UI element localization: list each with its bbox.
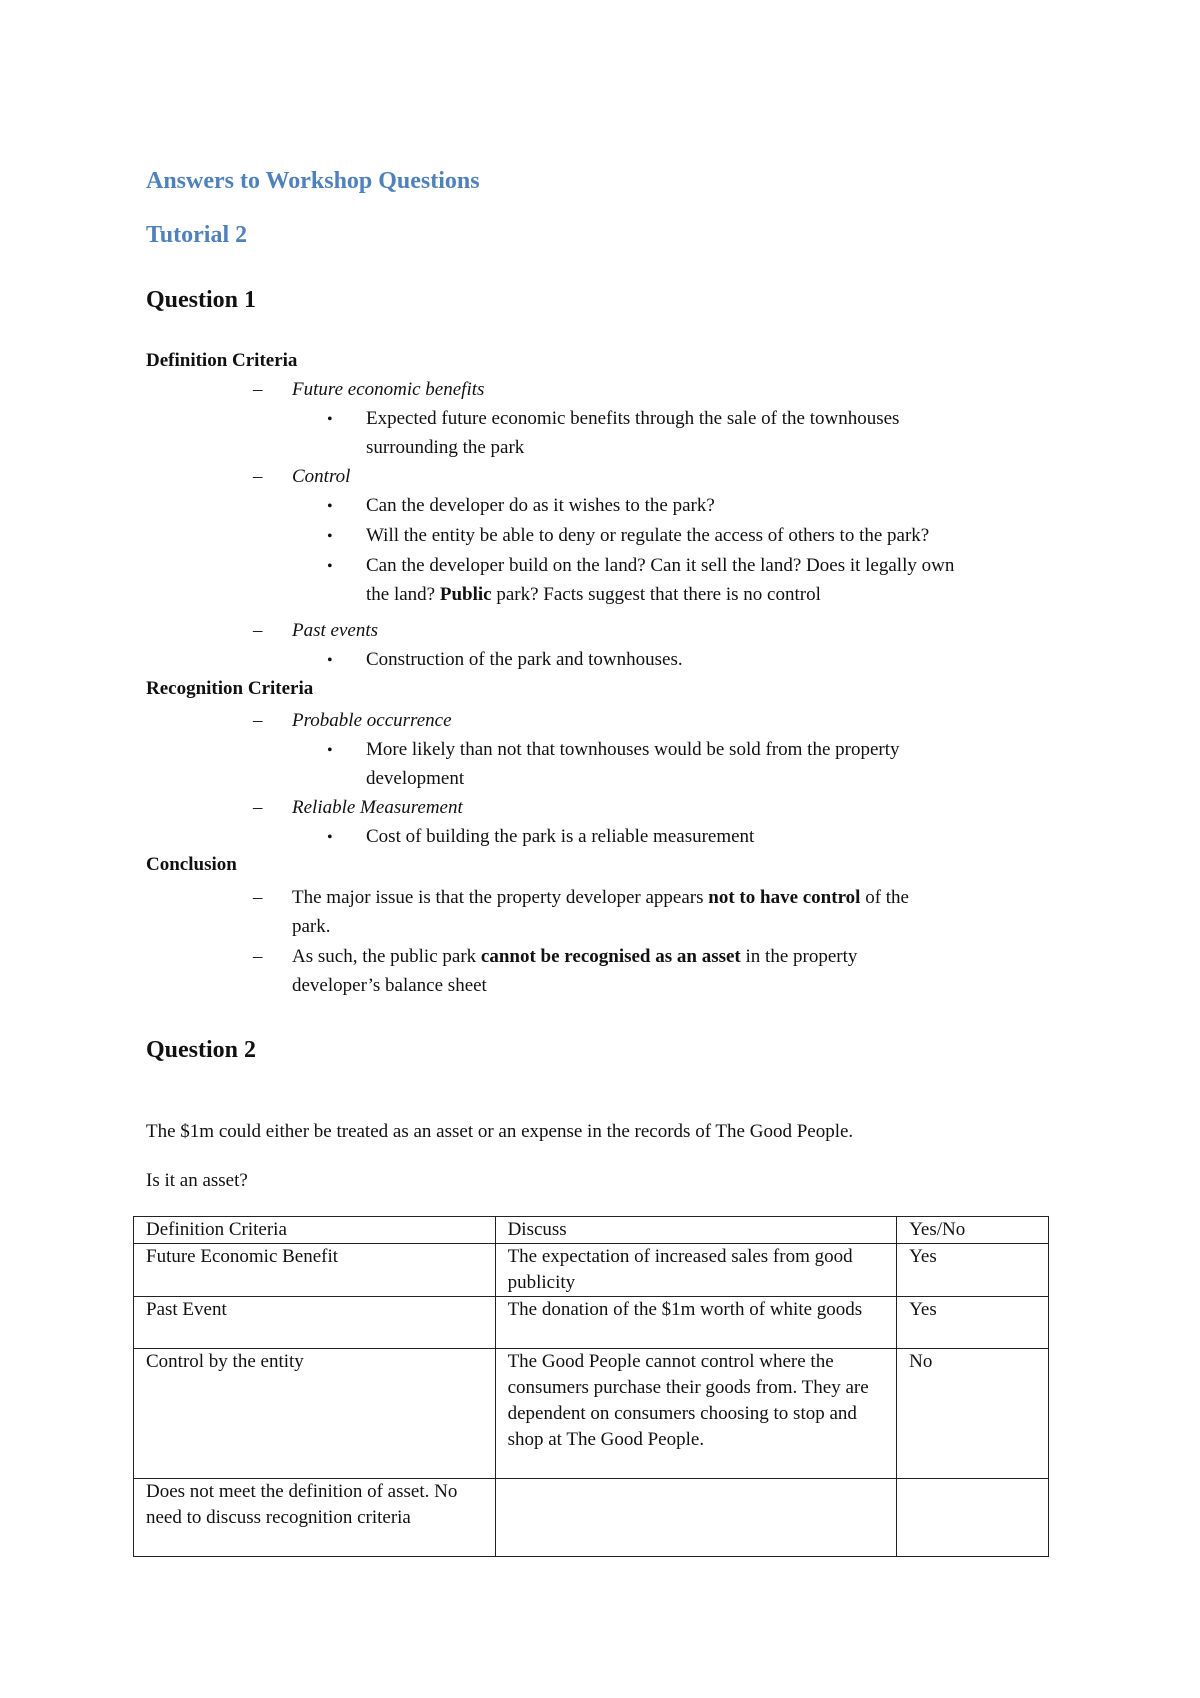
table-cell: Future Economic Benefit — [134, 1244, 496, 1297]
table-cell: No — [897, 1349, 1049, 1479]
probable-point-line2: development — [366, 768, 465, 789]
question-2-heading: Question 2 — [146, 1037, 257, 1063]
table-cell — [897, 1479, 1049, 1557]
conclusion-point-2-line1 — [292, 942, 857, 971]
question-2-prompt: Is it an asset? — [146, 1170, 248, 1191]
table-row — [134, 1297, 1049, 1349]
bullet-marker: • — [327, 558, 333, 575]
table-header-cell: Definition Criteria — [134, 1217, 496, 1244]
dash-marker: – — [253, 466, 263, 487]
conclusion-1-pre: The major issue is that the property developer appears — [292, 887, 709, 908]
dash-marker: – — [253, 946, 263, 967]
question-2-intro: The $1m could either be treated as an asset or an expense in the records of The Good People. — [146, 1121, 854, 1142]
conclusion-point-2-line2: developer’s balance sheet — [292, 975, 487, 996]
bullet-marker: • — [327, 528, 333, 545]
table-row — [134, 1479, 1049, 1557]
control-point-3-line1: Can the developer build on the land? Can it sell the land? Does it legally own — [366, 555, 955, 576]
question-1-heading: Question 1 — [146, 287, 257, 313]
dash-marker: – — [253, 887, 263, 908]
control-point-2: Will the entity be able to deny or regulate the access of others to the park? — [366, 525, 930, 546]
table-cell — [495, 1479, 897, 1557]
bullet-marker: • — [327, 742, 333, 759]
table-row — [134, 1244, 1049, 1297]
conclusion-2-pre: As such, the public park — [292, 946, 481, 967]
table-cell: Does not meet the definition of asset. No need to discuss recognition criteria — [134, 1479, 496, 1557]
conclusion-2-bold: cannot be recognised as an asset — [480, 946, 741, 967]
conclusion-1-post: of the — [860, 887, 909, 908]
table-row — [134, 1349, 1049, 1479]
dash-marker: – — [253, 620, 263, 641]
table-cell: Control by the entity — [134, 1349, 496, 1479]
control-point-3-post: park? Facts suggest that there is no control — [491, 584, 821, 605]
conclusion-heading: Conclusion — [146, 854, 237, 875]
future-benefits-point-line1: Expected future economic benefits through the sale of the townhouses — [366, 408, 900, 429]
reliable-point: Cost of building the park is a reliable measurement — [366, 826, 755, 847]
definition-criteria-heading: Definition Criteria — [146, 350, 298, 371]
dash-marker: – — [253, 797, 263, 818]
control-point-3-pre: the land? — [366, 584, 440, 605]
past-events-label: Past events — [292, 620, 379, 641]
conclusion-2-post: in the property — [740, 946, 858, 967]
table-cell: The donation of the $1m worth of white goods — [495, 1297, 897, 1349]
document-subtitle: Tutorial 2 — [146, 222, 248, 248]
table-cell: Yes — [897, 1244, 1049, 1297]
table-cell: Yes — [897, 1297, 1049, 1349]
table-header-cell: Discuss — [495, 1217, 897, 1244]
recognition-criteria-heading: Recognition Criteria — [146, 678, 314, 699]
control-point-3-bold: Public — [439, 584, 492, 605]
bullet-marker: • — [327, 498, 333, 515]
dash-marker: – — [253, 379, 263, 400]
control-label: Control — [292, 466, 351, 487]
asset-criteria-table — [133, 1216, 1049, 1557]
table-header-row — [134, 1217, 1049, 1244]
control-point-1: Can the developer do as it wishes to the park? — [366, 495, 715, 516]
probable-point-line1: More likely than not that townhouses would be sold from the property — [366, 739, 900, 760]
table-header-cell: Yes/No — [897, 1217, 1049, 1244]
future-benefits-point-line2: surrounding the park — [366, 437, 525, 458]
table-cell: The Good People cannot control where the consumers purchase their goods from. They are dependent on consumers choosing to stop and shop at The Good People. — [495, 1349, 897, 1479]
conclusion-1-bold: not to have control — [708, 887, 861, 908]
bullet-marker: • — [327, 411, 333, 428]
reliable-measurement-label: Reliable Measurement — [292, 797, 463, 818]
conclusion-point-1-line2: park. — [292, 916, 331, 937]
dash-marker: – — [253, 710, 263, 731]
bullet-marker: • — [327, 829, 333, 846]
past-events-point: Construction of the park and townhouses. — [366, 649, 683, 670]
table-cell: Past Event — [134, 1297, 496, 1349]
table-cell: The expectation of increased sales from good publicity — [495, 1244, 897, 1297]
document-title: Answers to Workshop Questions — [146, 168, 480, 194]
future-benefits-label: Future economic benefits — [292, 379, 485, 400]
bullet-marker: • — [327, 652, 333, 669]
control-point-3-line2 — [366, 580, 821, 609]
probable-occurrence-label: Probable occurrence — [292, 710, 452, 731]
conclusion-point-1-line1 — [292, 883, 909, 912]
